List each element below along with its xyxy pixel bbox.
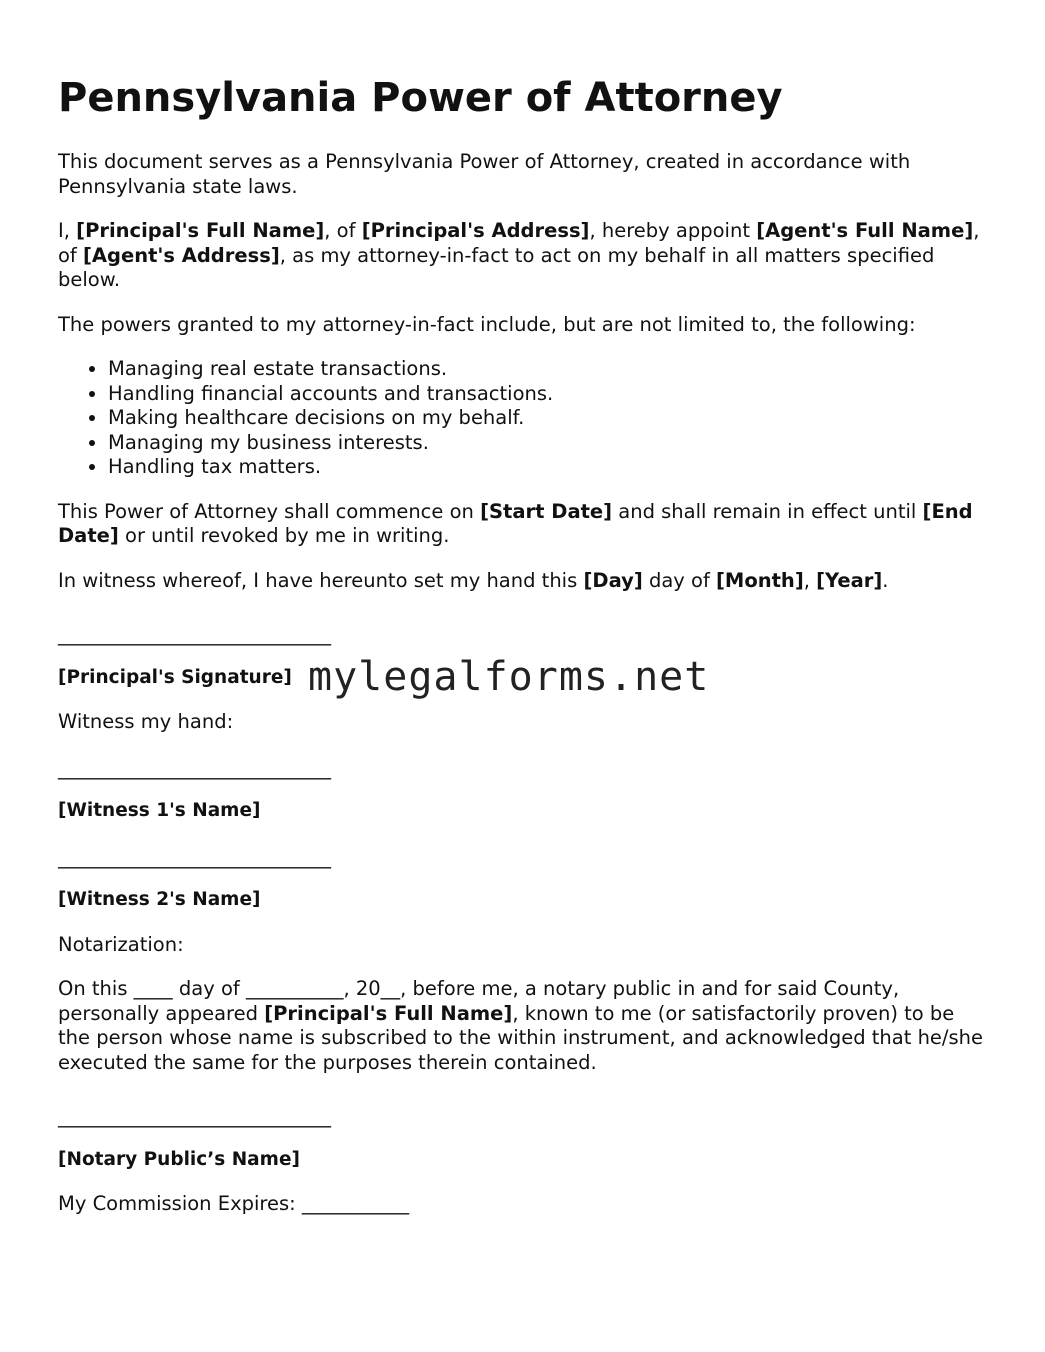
list-item: • Managing real estate transactions. bbox=[108, 357, 988, 382]
end-date-placeholder: [End Date] bbox=[58, 499, 973, 547]
day-placeholder: [Day] bbox=[583, 568, 643, 592]
witness-text-4: . bbox=[882, 568, 889, 592]
term-text-1: This Power of Attorney shall commence on bbox=[58, 499, 481, 523]
month-placeholder: [Month] bbox=[716, 568, 804, 592]
witness2-signature-line[interactable]: ____________________________ bbox=[58, 845, 331, 869]
watermark-logo: mylegalforms.net bbox=[308, 654, 710, 700]
notary-text-1: On this ____ day of __________, 20__, before me, a notary public in and for said County, personally appeared bbox=[58, 977, 900, 1025]
principal-signature-line[interactable]: ____________________________ bbox=[58, 623, 331, 646]
witness-clause bbox=[58, 569, 988, 594]
year-placeholder: [Year] bbox=[816, 568, 883, 592]
notary-signature-line[interactable]: ____________________________ bbox=[58, 1105, 331, 1128]
document-title: Pennsylvania Power of Attorney bbox=[58, 75, 783, 121]
appointment-text-3: , hereby appoint bbox=[589, 219, 757, 242]
list-item: • Making healthcare decisions on my behalf. bbox=[108, 406, 988, 431]
witness2-name-label: [Witness 2's Name] bbox=[58, 889, 261, 910]
appointment-paragraph bbox=[58, 219, 988, 293]
list-item: • Managing my business interests. bbox=[108, 431, 988, 456]
notary-principal-name-placeholder: [Principal's Full Name] bbox=[264, 1001, 513, 1025]
witness1-name-label: [Witness 1's Name] bbox=[58, 800, 261, 821]
witness-text-3: , bbox=[803, 568, 817, 592]
witness-hand-text: Witness my hand: bbox=[58, 710, 234, 733]
witness-text-1: In witness whereof, I have hereunto set my hand this bbox=[58, 568, 584, 592]
start-date-placeholder: [Start Date] bbox=[480, 499, 613, 523]
term-text-2: and shall remain in effect until bbox=[612, 499, 923, 523]
term-paragraph bbox=[58, 500, 988, 549]
appointment-text-4: , of bbox=[58, 219, 980, 267]
principal-name-placeholder: [Principal's Full Name] bbox=[76, 219, 325, 242]
powers-list bbox=[58, 357, 988, 480]
list-item: • Handling tax matters. bbox=[108, 455, 988, 480]
principal-address-placeholder: [Principal's Address] bbox=[361, 219, 590, 242]
witness-text-2: day of bbox=[642, 568, 717, 592]
commission-expires[interactable]: My Commission Expires: ___________ bbox=[58, 1192, 410, 1215]
agent-address-placeholder: [Agent's Address] bbox=[83, 243, 280, 267]
appointment-text-2: , of bbox=[324, 219, 362, 242]
notarization-heading: Notarization: bbox=[58, 932, 184, 956]
appointment-text-1: I, bbox=[58, 219, 77, 242]
principal-signature-label: [Principal's Signature] bbox=[58, 666, 292, 688]
powers-intro: The powers granted to my attorney-in-fact include, but are not limited to, the following: bbox=[58, 312, 916, 336]
list-item: • Handling financial accounts and transactions. bbox=[108, 382, 988, 407]
intro-paragraph: This document serves as a Pennsylvania Power of Attorney, created in accordance with Pennsylvania state laws. bbox=[58, 150, 911, 198]
notary-paragraph bbox=[58, 977, 988, 1075]
appointment-text-5: , as my attorney-in-fact to act on my behalf in all matters specified below. bbox=[58, 243, 935, 291]
notary-text-2: , known to me (or satisfactorily proven) to be the person whose name is subscribed to the within instrument, and acknowledged that he/she executed the same for the purposes therein contained. bbox=[58, 1001, 984, 1074]
agent-name-placeholder: [Agent's Full Name] bbox=[756, 219, 974, 242]
notary-name-label: [Notary Public’s Name] bbox=[58, 1148, 300, 1170]
witness1-signature-line[interactable]: ____________________________ bbox=[58, 756, 331, 780]
term-text-3: or until revoked by me in writing. bbox=[118, 524, 450, 547]
